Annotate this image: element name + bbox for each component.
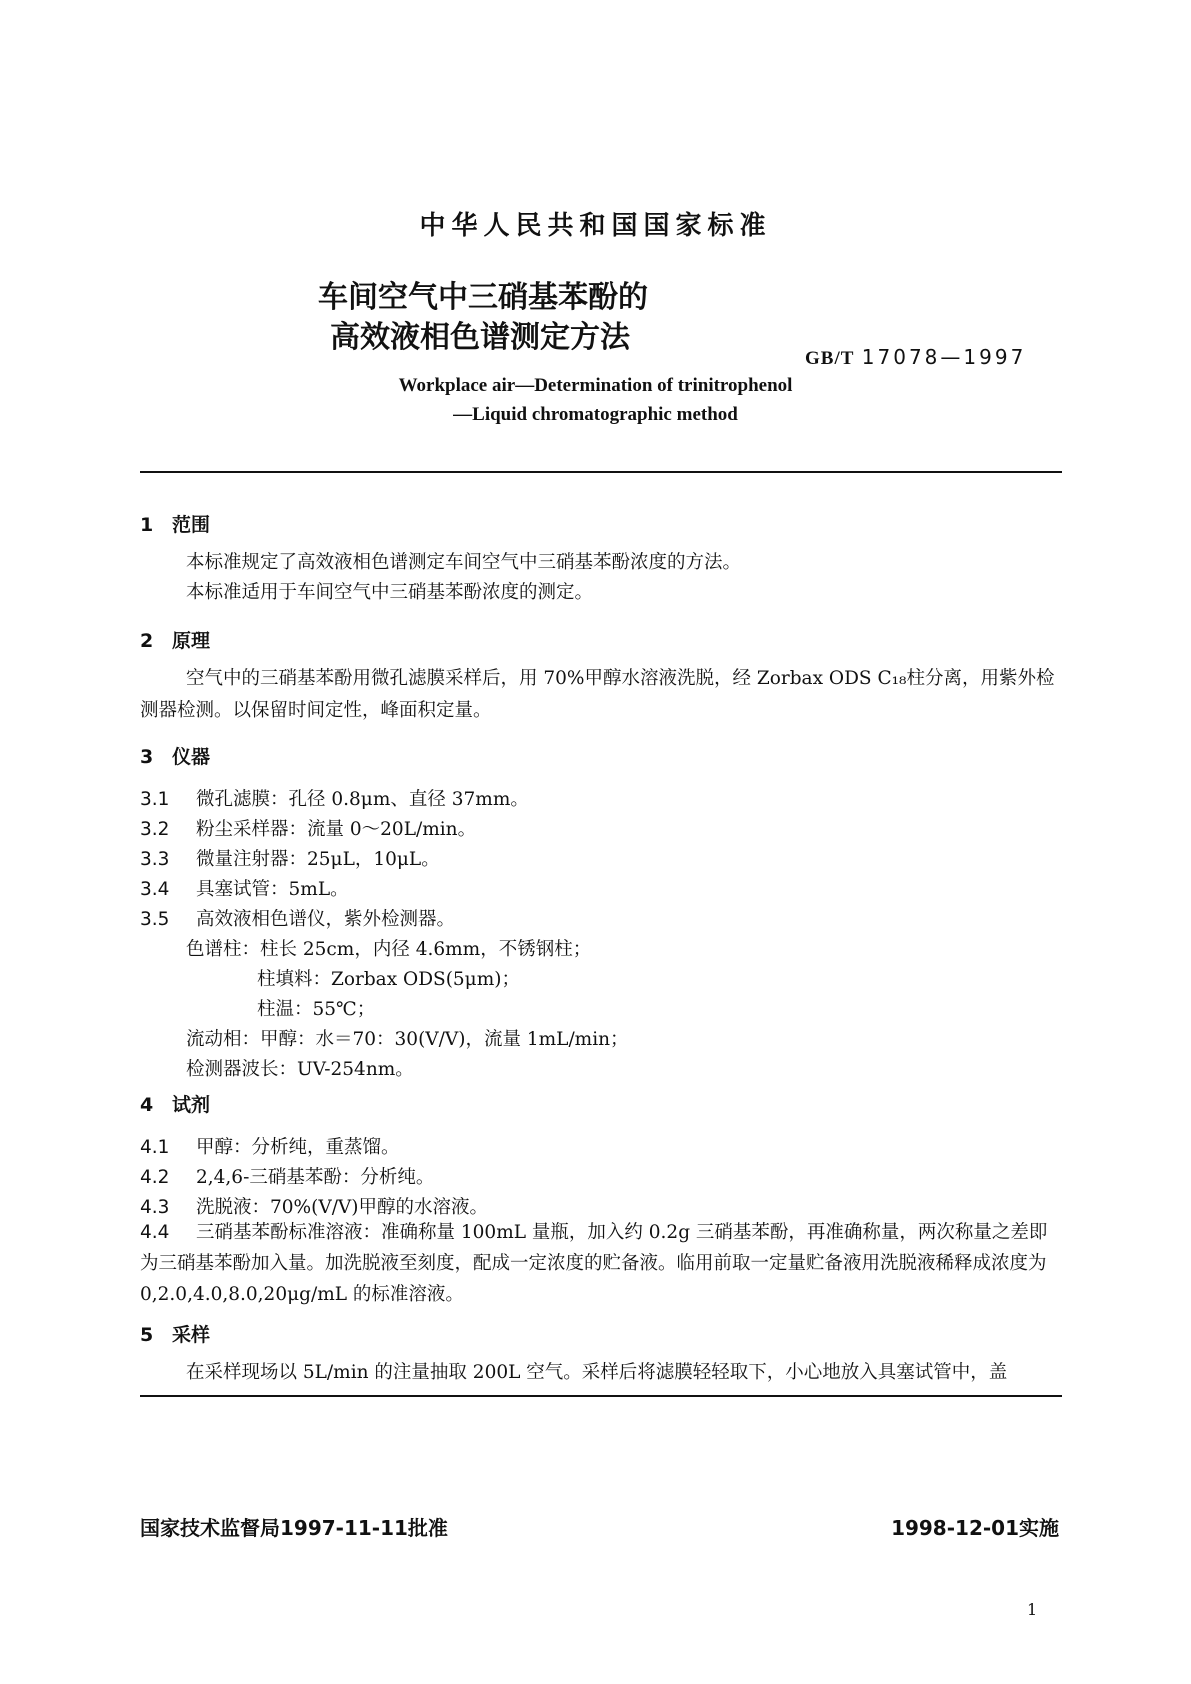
standard-code: 17078—1997: [861, 345, 1027, 369]
paragraph: 本标准适用于车间空气中三硝基苯酚浓度的测定。: [186, 582, 594, 603]
sub-item: 柱温：55℃；: [257, 999, 376, 1020]
footer-rule: [140, 1395, 1062, 1397]
section-heading-4: 4 试剂: [140, 1094, 211, 1116]
section-heading-3: 3 仪器: [140, 746, 211, 768]
section-heading-2: 2 原理: [140, 630, 211, 652]
title-cn-line1: 车间空气中三硝基苯酚的: [318, 280, 648, 315]
list-item: 3.4 具塞试管：5mL。: [140, 879, 349, 900]
approval-date: 国家技术监督局1997-11-11批准: [140, 1516, 448, 1540]
paragraph: 在采样现场以 5L/min 的注量抽取 200L 空气。采样后将滤膜轻轻取下，小心地放入具塞试管中，盖: [186, 1362, 1008, 1383]
paragraph: 空气中的三硝基苯酚用微孔滤膜采样后，用 70%甲醇水溶液洗脱，经 Zorbax ODS C₁₈柱分离，用紫外检测器检测。以保留时间定性，峰面积定量。: [140, 668, 1055, 721]
title-en-line2: —Liquid chromatographic method: [453, 404, 738, 425]
list-item: 4.4 三硝基苯酚标准溶液：准确称量 100mL 量瓶，加入约 0.2g 三硝基苯酚，再准确称量，两次称量之差即为三硝基苯酚加入量。加洗脱液至刻度，配成一定浓度的贮备液。临用前取一定量贮备液用洗脱液稀释成浓度为 0,2.0,4.0,8.0,20μg/mL 的标准溶液。: [140, 1222, 1048, 1305]
title-en-line1: Workplace air—Determination of trinitrophenol: [398, 375, 793, 396]
header-rule: [140, 471, 1062, 473]
list-item: 4.3 洗脱液：70%(V/V)甲醇的水溶液。: [140, 1197, 489, 1218]
list-item: 3.1 微孔滤膜：孔径 0.8μm、直径 37mm。: [140, 789, 529, 810]
sub-item: 流动相：甲醇：水＝70：30(V/V)，流量 1mL/min；: [186, 1029, 629, 1050]
list-item: 3.5 高效液相色谱仪，紫外检测器。: [140, 909, 456, 930]
list-item: 3.2 粉尘采样器：流量 0～20L/min。: [140, 819, 477, 840]
standard-prefix: GB/T: [805, 348, 855, 369]
title-cn-line2: 高效液相色谱测定方法: [330, 320, 630, 355]
effective-date: 1998-12-01实施: [891, 1516, 1059, 1540]
paragraph: 本标准规定了高效液相色谱测定车间空气中三硝基苯酚浓度的方法。: [186, 552, 742, 573]
section-heading-1: 1 范围: [140, 514, 211, 536]
list-item: 3.3 微量注射器：25μL，10μL。: [140, 849, 440, 870]
sub-item: 色谱柱：柱长 25cm，内径 4.6mm，不锈钢柱；: [186, 939, 592, 960]
issuer-heading: 中华人民共和国国家标准: [419, 211, 772, 241]
list-item: 4.1 甲醇：分析纯，重蒸馏。: [140, 1137, 400, 1158]
page-number: 1: [1027, 1600, 1038, 1619]
section-heading-5: 5 采样: [140, 1324, 211, 1346]
list-item: 4.2 2,4,6-三硝基苯酚：分析纯。: [140, 1167, 435, 1188]
sub-item: 柱填料：Zorbax ODS(5μm)；: [257, 969, 520, 990]
standard-number: [805, 345, 1026, 370]
sub-item: 检测器波长：UV-254nm。: [186, 1059, 414, 1080]
